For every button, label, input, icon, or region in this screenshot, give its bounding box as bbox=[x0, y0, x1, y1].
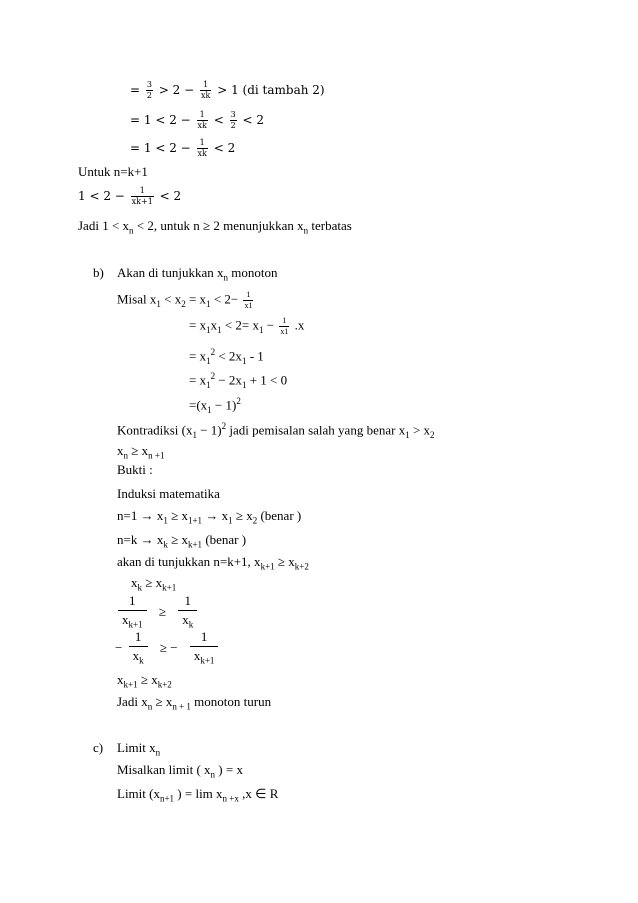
limit-line: Limit ($x_{n+1}$ ) = $\lim x_{n +x}$ ,x ∈ R bbox=[117, 786, 279, 804]
fraction: $\frac{1}{x_{k+1}}$ bbox=[190, 628, 219, 670]
eq-line-2: = $x_1^2 < 2x_1 - 1$ bbox=[189, 347, 264, 366]
fraction: $\frac{3}{2}$ bbox=[146, 80, 152, 100]
nk-line: $n=k \to x_k \ge x_{k+1}$ (benar ) bbox=[117, 532, 247, 550]
calc-line-1: = $\frac{3}{2}$ > 2 − $\frac{1}{xk}$ > 1 (di tambah 2) bbox=[130, 80, 325, 100]
fraction: $\frac{1}{x1}$ bbox=[280, 316, 289, 336]
part-b-heading: Akan di tunjukkan $x_n$ monoton bbox=[117, 265, 278, 283]
calc-line-2: = 1 < 2 − $\frac{1}{xk}$ < $\frac{3}{2}$ < 2 bbox=[130, 110, 265, 130]
fraction: $\frac{3}{2}$ bbox=[230, 110, 236, 130]
fraction: $\frac{1}{xk}$ bbox=[197, 110, 207, 130]
n1-line: $n=1 \to x_1 \ge x_{1+1} \to x_1 \ge x_2$ (benar ) bbox=[117, 508, 302, 526]
bukti-line: Bukti : bbox=[117, 462, 153, 477]
misal-line: Misal $x_1 < x_2 = x_1 < 2-$ $\frac{1}{x1}$ bbox=[117, 290, 253, 310]
fraction: $\frac{1}{x_k}$ bbox=[178, 592, 197, 634]
fraction: $\frac{1}{x_k}$ bbox=[129, 628, 148, 670]
fraction: $\frac{1}{xk}$ bbox=[201, 80, 211, 100]
frac-inequality-1: $\frac{1}{x_{k+1}}$ ≥ $\frac{1}{x_k}$ bbox=[115, 592, 200, 634]
induksi-line: Induksi matematika bbox=[117, 486, 220, 501]
xk-line: $x_k \ge x_{k+1}$ bbox=[131, 575, 177, 593]
eq-line-4: $=(x_1 - 1)^2$ bbox=[189, 396, 241, 415]
part-c-label: c) bbox=[93, 740, 104, 755]
calc-line-3: = 1 < 2 − $\frac{1}{xk}$ < 2 bbox=[130, 138, 236, 158]
frac-inequality-2: − $\frac{1}{x_k}$ ≥ − $\frac{1}{x_{k+1}}$ bbox=[115, 628, 221, 670]
fraction: $\frac{1}{x_{k+1}}$ bbox=[118, 592, 147, 634]
eq-line-3: = $x_1^2 - 2x_1 + 1 < 0$ bbox=[189, 371, 288, 390]
eq-line-1: = $x_1x_1 < 2= x_1$ − $\frac{1}{x1}$ .x bbox=[189, 316, 305, 336]
contradiction-line: Kontradiksi $(x_1 - 1)^2$ jadi pemisalan salah yang benar $x_1 > x_2$ bbox=[117, 421, 435, 440]
untuk-line: Untuk n=k+1 bbox=[78, 164, 148, 179]
xk1-line: $x_{k+1} \ge x_{k+2}$ bbox=[117, 672, 172, 690]
xn-line: $x_n \ge x_n$ $_{+1}$ bbox=[117, 443, 165, 461]
part-c-heading: Limit $x_n$ bbox=[117, 740, 161, 758]
conclusion-bounded: Jadi $1 < x_n < 2$, untuk n ≥ 2 menunjukkan $x_n$ terbatas bbox=[78, 218, 352, 236]
misalkan-line: Misalkan limit ( $x_n$ ) = x bbox=[117, 762, 243, 780]
akan-line: akan di tunjukkan n=k+1, $x_{k+1} \ge x_{k+2}$ bbox=[117, 554, 309, 572]
fraction: $\frac{1}{xk}$ bbox=[197, 138, 207, 158]
calc-line-5: 1 < 2 − $\frac{1}{xk+1}$ < 2 bbox=[78, 186, 182, 206]
conclusion-monotone: Jadi $x_n \ge x_{n + 1}$ monoton turun bbox=[117, 694, 272, 712]
fraction: $\frac{1}{x1}$ bbox=[244, 290, 253, 310]
part-b-label: b) bbox=[93, 265, 104, 280]
fraction: $\frac{1}{xk+1}$ bbox=[131, 186, 153, 206]
